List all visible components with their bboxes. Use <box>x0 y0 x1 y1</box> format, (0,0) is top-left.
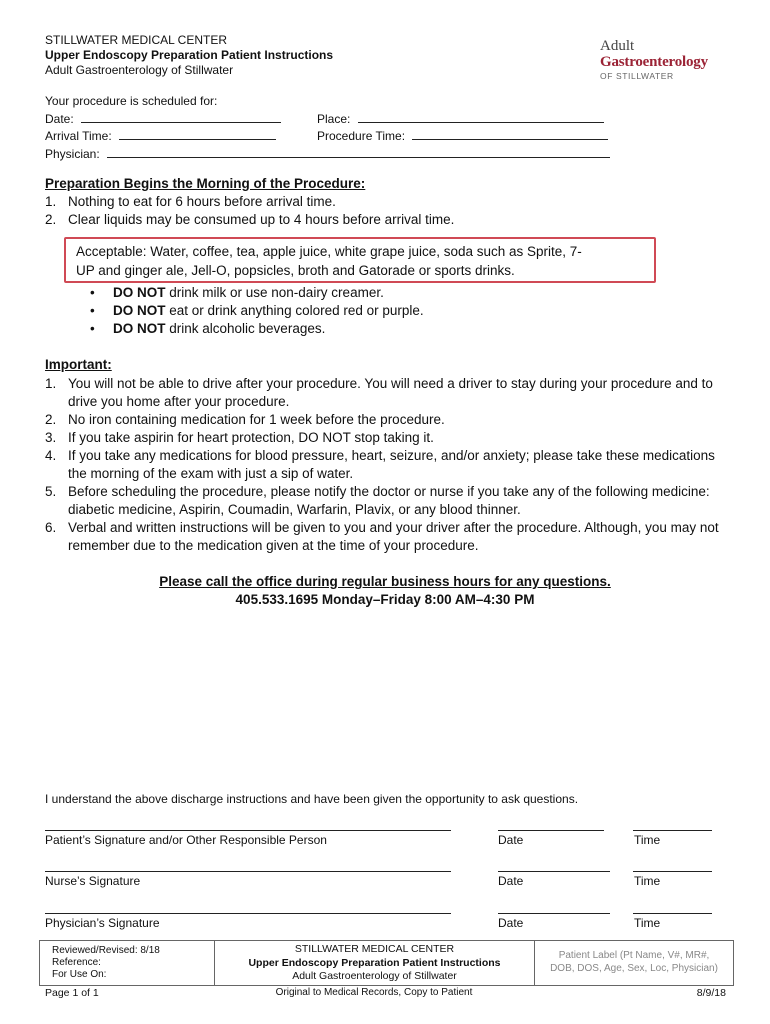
list-item: • DO NOT eat or drink anything colored red or purple. <box>90 303 424 318</box>
place-field[interactable] <box>317 110 604 128</box>
physician-date-label: Date <box>498 916 524 930</box>
document-title: Upper Endoscopy Preparation Patient Instructions <box>45 48 334 62</box>
list-item: • DO NOT drink alcoholic beverages. <box>90 321 326 336</box>
clinic-logo <box>600 39 708 81</box>
physician-signature-line[interactable] <box>45 913 451 914</box>
important-section-title: Important: <box>45 357 112 372</box>
physician-label: Physician: <box>45 147 100 161</box>
place-blank[interactable] <box>358 110 604 123</box>
schedule-intro: Your procedure is scheduled for: <box>45 94 218 108</box>
footer-title-block <box>215 941 535 985</box>
physician-date-line[interactable] <box>498 913 610 914</box>
prep-section-title: Preparation Begins the Morning of the Procedure: <box>45 176 366 191</box>
list-item: 6. Verbal and written instructions will be given to you and your driver after the procedure. Although, you may not remember due to the medication given at the time of your procedure. <box>45 520 719 553</box>
do-not-list <box>90 284 710 338</box>
procedure-time-blank[interactable] <box>412 127 608 140</box>
date-blank[interactable] <box>81 110 281 123</box>
nurse-time-label: Time <box>634 874 661 888</box>
patient-label-area <box>535 941 733 985</box>
acceptable-liquids-box <box>64 237 656 283</box>
patient-time-label: Time <box>634 833 661 847</box>
physician-signature-label: Physician’s Signature <box>45 916 160 930</box>
list-item: 1. Nothing to eat for 6 hours before arrival time. <box>45 194 336 209</box>
nurse-date-label: Date <box>498 874 524 888</box>
prep-list <box>45 193 725 229</box>
reference: Reference: <box>52 957 101 968</box>
nurse-signature-line[interactable] <box>45 871 451 872</box>
nurse-time-line[interactable] <box>633 871 712 872</box>
footer-box <box>39 940 734 986</box>
distribution-note: Original to Medical Records, Copy to Patient <box>275 987 473 998</box>
list-item: 4. If you take any medications for blood pressure, heart, seizure, and/or anxiety; please take these medications the morning of the exam with just a sip of water. <box>45 448 715 481</box>
patient-date-line[interactable] <box>498 830 604 831</box>
date-field[interactable] <box>45 110 281 128</box>
footer-revision-info <box>40 941 215 985</box>
acceptable-line-2: UP and ginger ale, Jell-O, popsicles, broth and Gatorade or sports drinks. <box>76 263 515 278</box>
logo-line-3: OF STILLWATER <box>600 71 674 81</box>
reviewed-revised: Reviewed/Revised: 8/18 <box>52 945 160 956</box>
patient-date-label: Date <box>498 833 524 847</box>
procedure-time-field[interactable] <box>317 127 608 145</box>
physician-blank[interactable] <box>107 145 610 158</box>
patient-label-line-1: Patient Label (Pt Name, V#, MR#, <box>558 950 710 961</box>
page-number: Page 1 of 1 <box>45 987 99 999</box>
nurse-date-line[interactable] <box>498 871 610 872</box>
list-item: 5. Before scheduling the procedure, please notify the doctor or nurse if you take any of the following medicine: diabetic medicine, Aspirin, Coumadin, Warfarin, Plavix, or any blood thinner. <box>45 484 710 517</box>
list-item: 1. You will not be able to drive after your procedure. You will need a driver to stay during your procedure and to drive you home after your procedure. <box>45 376 713 409</box>
arrival-time-label: Arrival Time: <box>45 129 112 143</box>
list-item: 3. If you take aspirin for heart protection, DO NOT stop taking it. <box>45 430 434 445</box>
place-label: Place: <box>317 112 351 126</box>
patient-time-line[interactable] <box>633 830 712 831</box>
patient-signature-line[interactable] <box>45 830 451 831</box>
date-label: Date: <box>45 112 74 126</box>
acceptable-line-1: Acceptable: Water, coffee, tea, apple juice, white grape juice, soda such as Sprite, 7- <box>76 244 582 259</box>
for-use-on: For Use On: <box>52 969 107 980</box>
footer-title: Upper Endoscopy Preparation Patient Instructions <box>248 956 501 969</box>
procedure-time-label: Procedure Time: <box>317 129 406 143</box>
acknowledgement-text: I understand the above discharge instructions and have been given the opportunity to ask questions. <box>45 792 579 806</box>
document-header <box>45 33 333 78</box>
list-item: 2. No iron containing medication for 1 week before the procedure. <box>45 412 445 427</box>
physician-time-label: Time <box>634 916 661 930</box>
nurse-signature-label: Nurse’s Signature <box>45 874 141 888</box>
logo-line-1: Adult <box>600 38 635 54</box>
org-name: STILLWATER MEDICAL CENTER <box>45 33 228 47</box>
call-office-notice: Please call the office during regular business hours for any questions. <box>159 574 611 589</box>
footer-dept: Adult Gastroenterology of Stillwater <box>292 970 457 982</box>
important-list <box>45 375 727 555</box>
patient-label-line-2: DOB, DOS, Age, Sex, Loc, Physician) <box>550 963 718 974</box>
footer-org: STILLWATER MEDICAL CENTER <box>294 943 455 955</box>
list-item: 2. Clear liquids may be consumed up to 4 hours before arrival time. <box>45 212 455 227</box>
patient-signature-label: Patient’s Signature and/or Other Responsible Person <box>45 833 327 847</box>
logo-line-2: Gastroenterology <box>600 54 708 70</box>
department-name: Adult Gastroenterology of Stillwater <box>45 63 234 77</box>
arrival-time-field[interactable] <box>45 127 276 145</box>
office-phone-hours: 405.533.1695 Monday–Friday 8:00 AM–4:30 PM <box>235 592 535 607</box>
footer-date: 8/9/18 <box>696 987 726 999</box>
physician-field[interactable] <box>45 145 610 163</box>
physician-time-line[interactable] <box>633 913 712 914</box>
arrival-time-blank[interactable] <box>119 127 276 140</box>
list-item: • DO NOT drink milk or use non-dairy creamer. <box>90 285 384 300</box>
